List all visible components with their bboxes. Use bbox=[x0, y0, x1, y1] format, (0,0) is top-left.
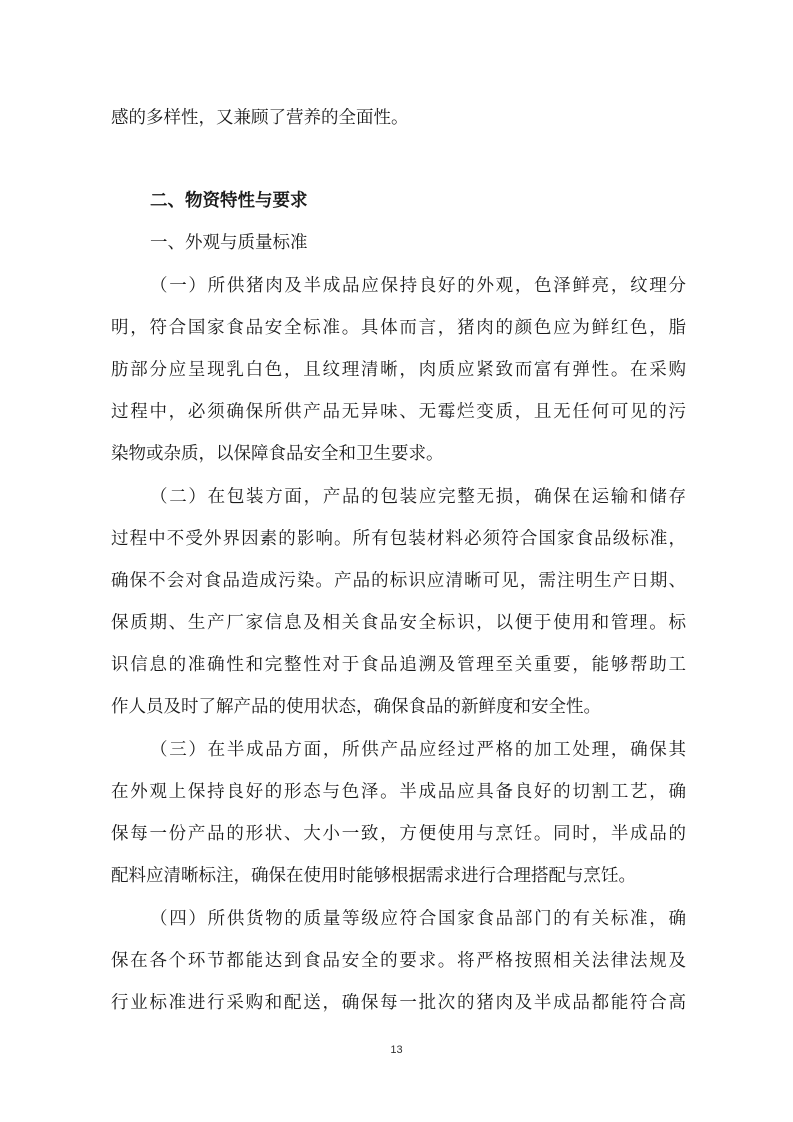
page-number: 13 bbox=[390, 1044, 403, 1056]
section-title: 二、物资特性与要求 bbox=[150, 191, 308, 211]
paragraph-line: 保质期、生产厂家信息及相关食品安全标识，以便于使用和管理。标 bbox=[111, 613, 686, 633]
paragraph-line: 确保不会对食品造成污染。产品的标识应清晰可见，需注明生产日期、 bbox=[111, 571, 686, 591]
paragraph-line: （二）在包装方面，产品的包装应完整无损，确保在运输和储存 bbox=[150, 487, 686, 507]
paragraph-line: （四）所供货物的质量等级应符合国家食品部门的有关标准，确 bbox=[150, 909, 686, 929]
paragraph-line: 保在各个环节都能达到食品安全的要求。将严格按照相关法律法规及 bbox=[111, 951, 686, 971]
paragraph-line: 染物或杂质，以保障食品安全和卫生要求。 bbox=[111, 444, 444, 464]
paragraph-line: 保每一份产品的形状、大小一致，方便使用与烹饪。同时，半成品的 bbox=[111, 824, 686, 844]
paragraph-line: 作人员及时了解产品的使用状态，确保食品的新鲜度和安全性。 bbox=[111, 697, 601, 717]
paragraph-line: 行业标准进行采购和配送，确保每一批次的猪肉及半成品都能符合高 bbox=[111, 993, 686, 1013]
paragraph-line: （一）所供猪肉及半成品应保持良好的外观，色泽鲜亮，纹理分 bbox=[150, 276, 686, 296]
paragraph-line: 在外观上保持良好的形态与色泽。半成品应具备良好的切割工艺，确 bbox=[111, 782, 686, 802]
paragraph-line: 过程中不受外界因素的影响。所有包装材料必须符合国家食品级标准， bbox=[111, 529, 686, 549]
paragraph-line: 明，符合国家食品安全标准。具体而言，猪肉的颜色应为鲜红色，脂 bbox=[111, 318, 686, 338]
paragraph-line: 识信息的准确性和完整性对于食品追溯及管理至关重要，能够帮助工 bbox=[111, 655, 686, 675]
continuation-text: 感的多样性，又兼顾了营养的全面性。 bbox=[111, 108, 409, 128]
paragraph-line: 配料应清晰标注，确保在使用时能够根据需求进行合理搭配与烹饪。 bbox=[111, 866, 636, 886]
paragraph-line: 过程中，必须确保所供产品无异味、无霉烂变质，且无任何可见的污 bbox=[111, 402, 686, 422]
section-subtitle: 一、外观与质量标准 bbox=[150, 233, 308, 253]
paragraph-line: （三）在半成品方面，所供产品应经过严格的加工处理，确保其 bbox=[150, 740, 686, 760]
paragraph-line: 肪部分应呈现乳白色，且纹理清晰，肉质应紧致而富有弹性。在采购 bbox=[111, 360, 686, 380]
